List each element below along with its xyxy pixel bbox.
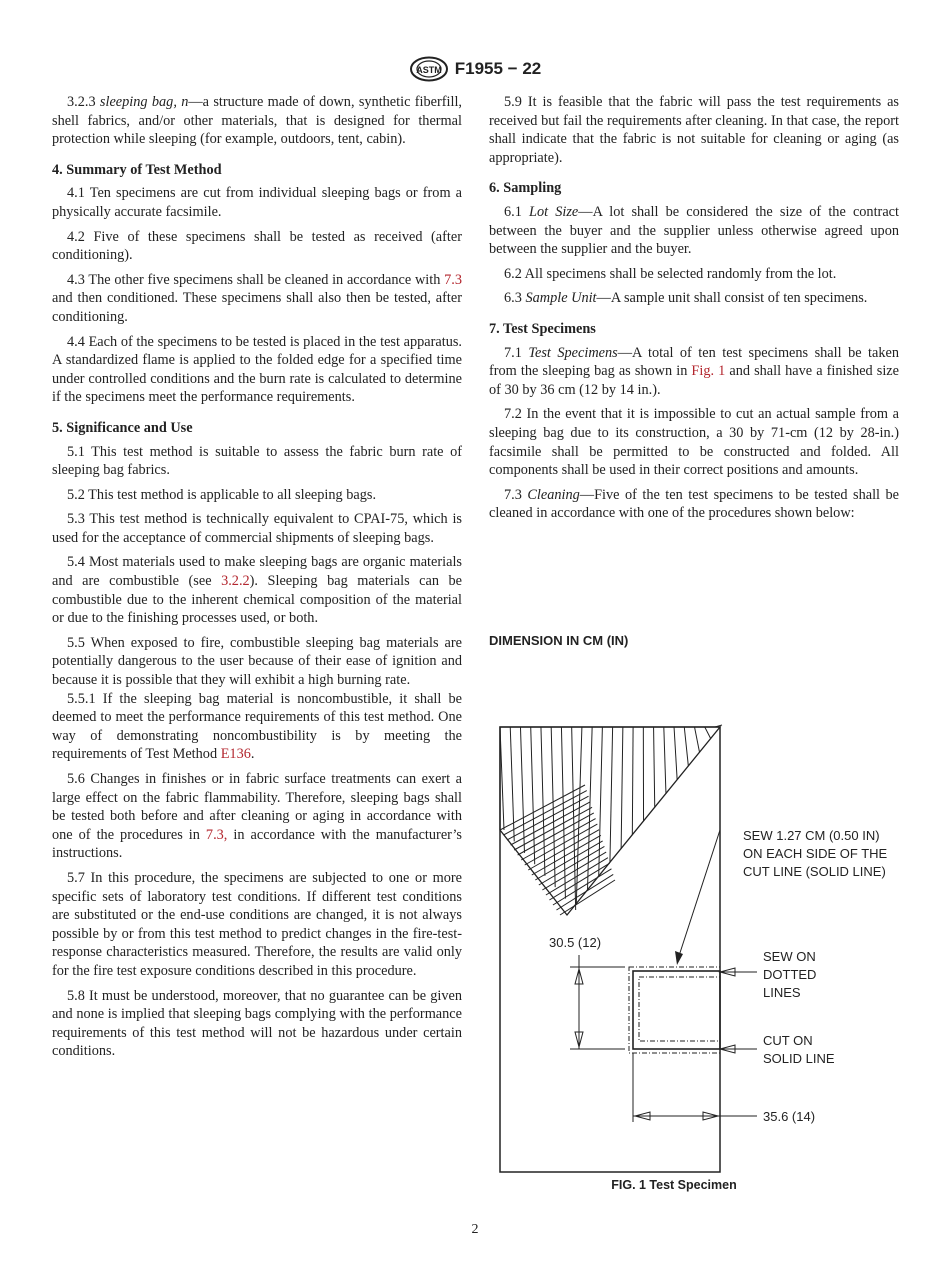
cut-line [633,971,720,1049]
cut-label-line-2: SOLID LINE [763,1051,835,1066]
left-column [52,93,462,1067]
paragraph-5-4: 5.4 Most materials used to make sleeping bags are organic materials and are combustible (see 3.2.2). Sleeping bag materials can be combustible due to the inherent chemical composition of the material or due to the finishing processes used, or both. [52,554,462,627]
width-label: 35.6 (14) [763,1109,816,1124]
logo-text: ASTM [416,65,442,75]
page-number: 2 [471,1222,479,1237]
figure-test-specimen [480,715,920,1180]
term-cleaning: Cleaning [527,486,580,503]
paragraph-6-1: 6.1 Lot Size—A lot shall be considered the size of the contract between the buyer and the supplier unless otherwise agreed upon between the supplier and the buyer. [489,203,899,258]
sew-label-line-1: SEW 1.27 CM (0.50 IN) [743,828,880,843]
link-e136[interactable]: E136 [220,746,251,763]
hatch-line [654,727,655,808]
paragraph-4-2: 4.2 Five of these specimens shall be tested as received (after conditioning). [52,228,462,264]
page-header [0,56,950,82]
paragraph-6-3: 6.3 Sample Unit—A sample unit shall consist of ten specimens. [504,290,868,307]
paragraph-5-2: 5.2 This test method is applicable to all sleeping bags. [67,486,377,503]
paragraph-4-3: 4.3 The other five specimens shall be cleaned in accordance with 7.3 and then conditioned. These specimens shall also then be tested, after conditioning. [52,271,462,325]
hatch-line [520,727,524,853]
figure-caption: FIG. 1 Test Specimen [611,1178,737,1192]
paragraph-5-9: 5.9 It is feasible that the fabric will pass the test requirements as received but fail the requirements after cleaning. In that case, the report shall indicate that the fabric is not suitable for cleaning or aging (as appropriate). [489,94,899,166]
hatch-line [695,727,700,753]
paragraph-5-3: 5.3 This test method is technically equivalent to CPAI-75, which is used for the acceptance of commercial shipments of sleeping bags. [52,511,462,546]
outer-sew-line [629,967,720,1053]
dimension-caption: DIMENSION IN CM (IN) [489,633,629,648]
paragraph-5-5-1: 5.5.1 If the sleeping bag material is noncombustible, it shall be deemed to meet the performance requirements of this test method. One way of demonstrating noncombustibility is by meeting the requirements of Test Method E136. [52,690,462,763]
paragraph-7-1: 7.1 Test Specimens—A total of ten test specimens shall be taken from the sleeping bag as shown in Fig. 1 and shall have a finished size of 30 by 36 cm (12 by 14 in.). [489,344,900,398]
term-lot-size: Lot Size [529,203,579,220]
hatch-line [549,863,609,900]
paragraph-5-1: 5.1 This test method is suitable to assess the fabric burn rate of sleeping bag fabrics. [52,443,462,479]
paragraph-3-2-3: 3.2.3 sleeping bag, n—a structure made of down, synthetic fiberfill, shell fabrics, and/or other materials, that is designed for thermal protection while sleeping (for example, outdoors, tent, cabin). [52,94,462,148]
paragraph-5-7: 5.7 In this procedure, the specimens are subjected to one or more specific sets of laboratory test conditions. If different test conditions are substituted or the end-use conditions are changed, it is not always possible by or from this test method to predict changes in the fire-test-response characteristics measured. Therefore, the results are valid only for the fire test exposure conditions described in this procedure. [52,869,462,979]
term-sleeping-bag: sleeping bag, n [99,94,189,110]
section-7-heading: 7. Test Specimens [489,320,596,337]
link-fig-1[interactable]: Fig. 1 [691,363,726,380]
hatch-line [632,727,633,835]
hatch-line [664,727,666,794]
hatch-line [518,813,594,855]
right-column [489,93,899,529]
hatch-line [705,727,711,739]
hatch-line [684,727,688,766]
section-6-heading: 6. Sampling [489,180,562,197]
hatch-line [561,727,565,899]
hatch-line [610,727,613,863]
term-test-specimens: Test Specimens [528,344,618,361]
paragraph-7-2: 7.2 In the event that it is impossible to cut an actual sample from a sleeping bag due to its construction, a 30 by 71-cm (12 by 28-in.) facsimile shall be permitted to be constructed and folded. All components shall be used in their correct positions and amounts. [489,406,899,479]
document-id: F1955 − 22 [454,59,542,78]
paragraph-4-4: 4.4 Each of the specimens to be tested is placed in the test apparatus. A standardized flame is applied to the folded edge for a specified time under controlled conditions and the burn rate is calculated to determine if the specimens meet the performance requirements. [52,333,462,406]
paragraph-5-8: 5.8 It must be understood, moreover, that no guarantee can be given and none is implied that sleeping bags complying with the performance requirements of this test method will not be hazardous under certain conditions. [52,987,462,1060]
link-7-3[interactable]: 7.3 [444,271,462,288]
dotted-label-line-1: SEW ON [763,949,816,964]
hatch-line [531,727,535,864]
sew-leader-line [677,830,720,962]
sew-label-line-3: CUT LINE (SOLID LINE) [743,864,886,879]
hatch-line [553,869,612,905]
astm-logo-icon [409,56,449,82]
paragraph-6-2: 6.2 All specimens shall be selected randomly from the lot. [504,265,837,282]
paragraph-5-5: 5.5 When exposed to fire, combustible sleeping bag materials are potentially dangerous to the user because of their ease of ignition and because it is possible that they will exhibit a high burning rate. [52,634,462,689]
folded-corner-hatching [500,725,722,915]
paragraph-4-1: 4.1 Ten specimens are cut from individual sleeping bags or from a physically accurate facsimile. [52,185,462,220]
link-7-3-second[interactable]: 7.3, [205,826,228,843]
hatch-line [621,727,623,849]
hatch-line [521,819,595,860]
hatch-line [507,796,588,840]
cut-label-line-1: CUT ON [763,1033,813,1048]
inner-sew-line [639,977,720,1041]
paragraph-5-6: 5.6 Changes in finishes or in fabric surface treatments can exert a large effect on the fabric flammability. Therefore, sleeping bags shall be tested both before and after cleaning or aging in accordance with one of the procedures in 7.3, in accordance with the manufacturer’s instructions. [52,771,462,862]
link-3-2-2[interactable]: 3.2.2 [221,573,250,590]
section-4-heading: 4. Summary of Test Method [52,161,222,178]
sew-leader-arrowhead [675,951,683,965]
term-sample-unit: Sample Unit [525,290,597,307]
paragraph-7-3: 7.3 Cleaning—Five of the ten test specimens to be tested shall be cleaned in accordance with one of the procedures shown below: [489,486,899,522]
dotted-label-line-2: DOTTED [763,967,817,982]
dotted-label-line-3: LINES [763,985,801,1000]
sew-label-line-2: ON EACH SIDE OF THE [743,846,888,861]
height-label: 30.5 (12) [549,935,602,950]
hatch-line [674,727,677,780]
section-5-heading: 5. Significance and Use [52,419,193,436]
